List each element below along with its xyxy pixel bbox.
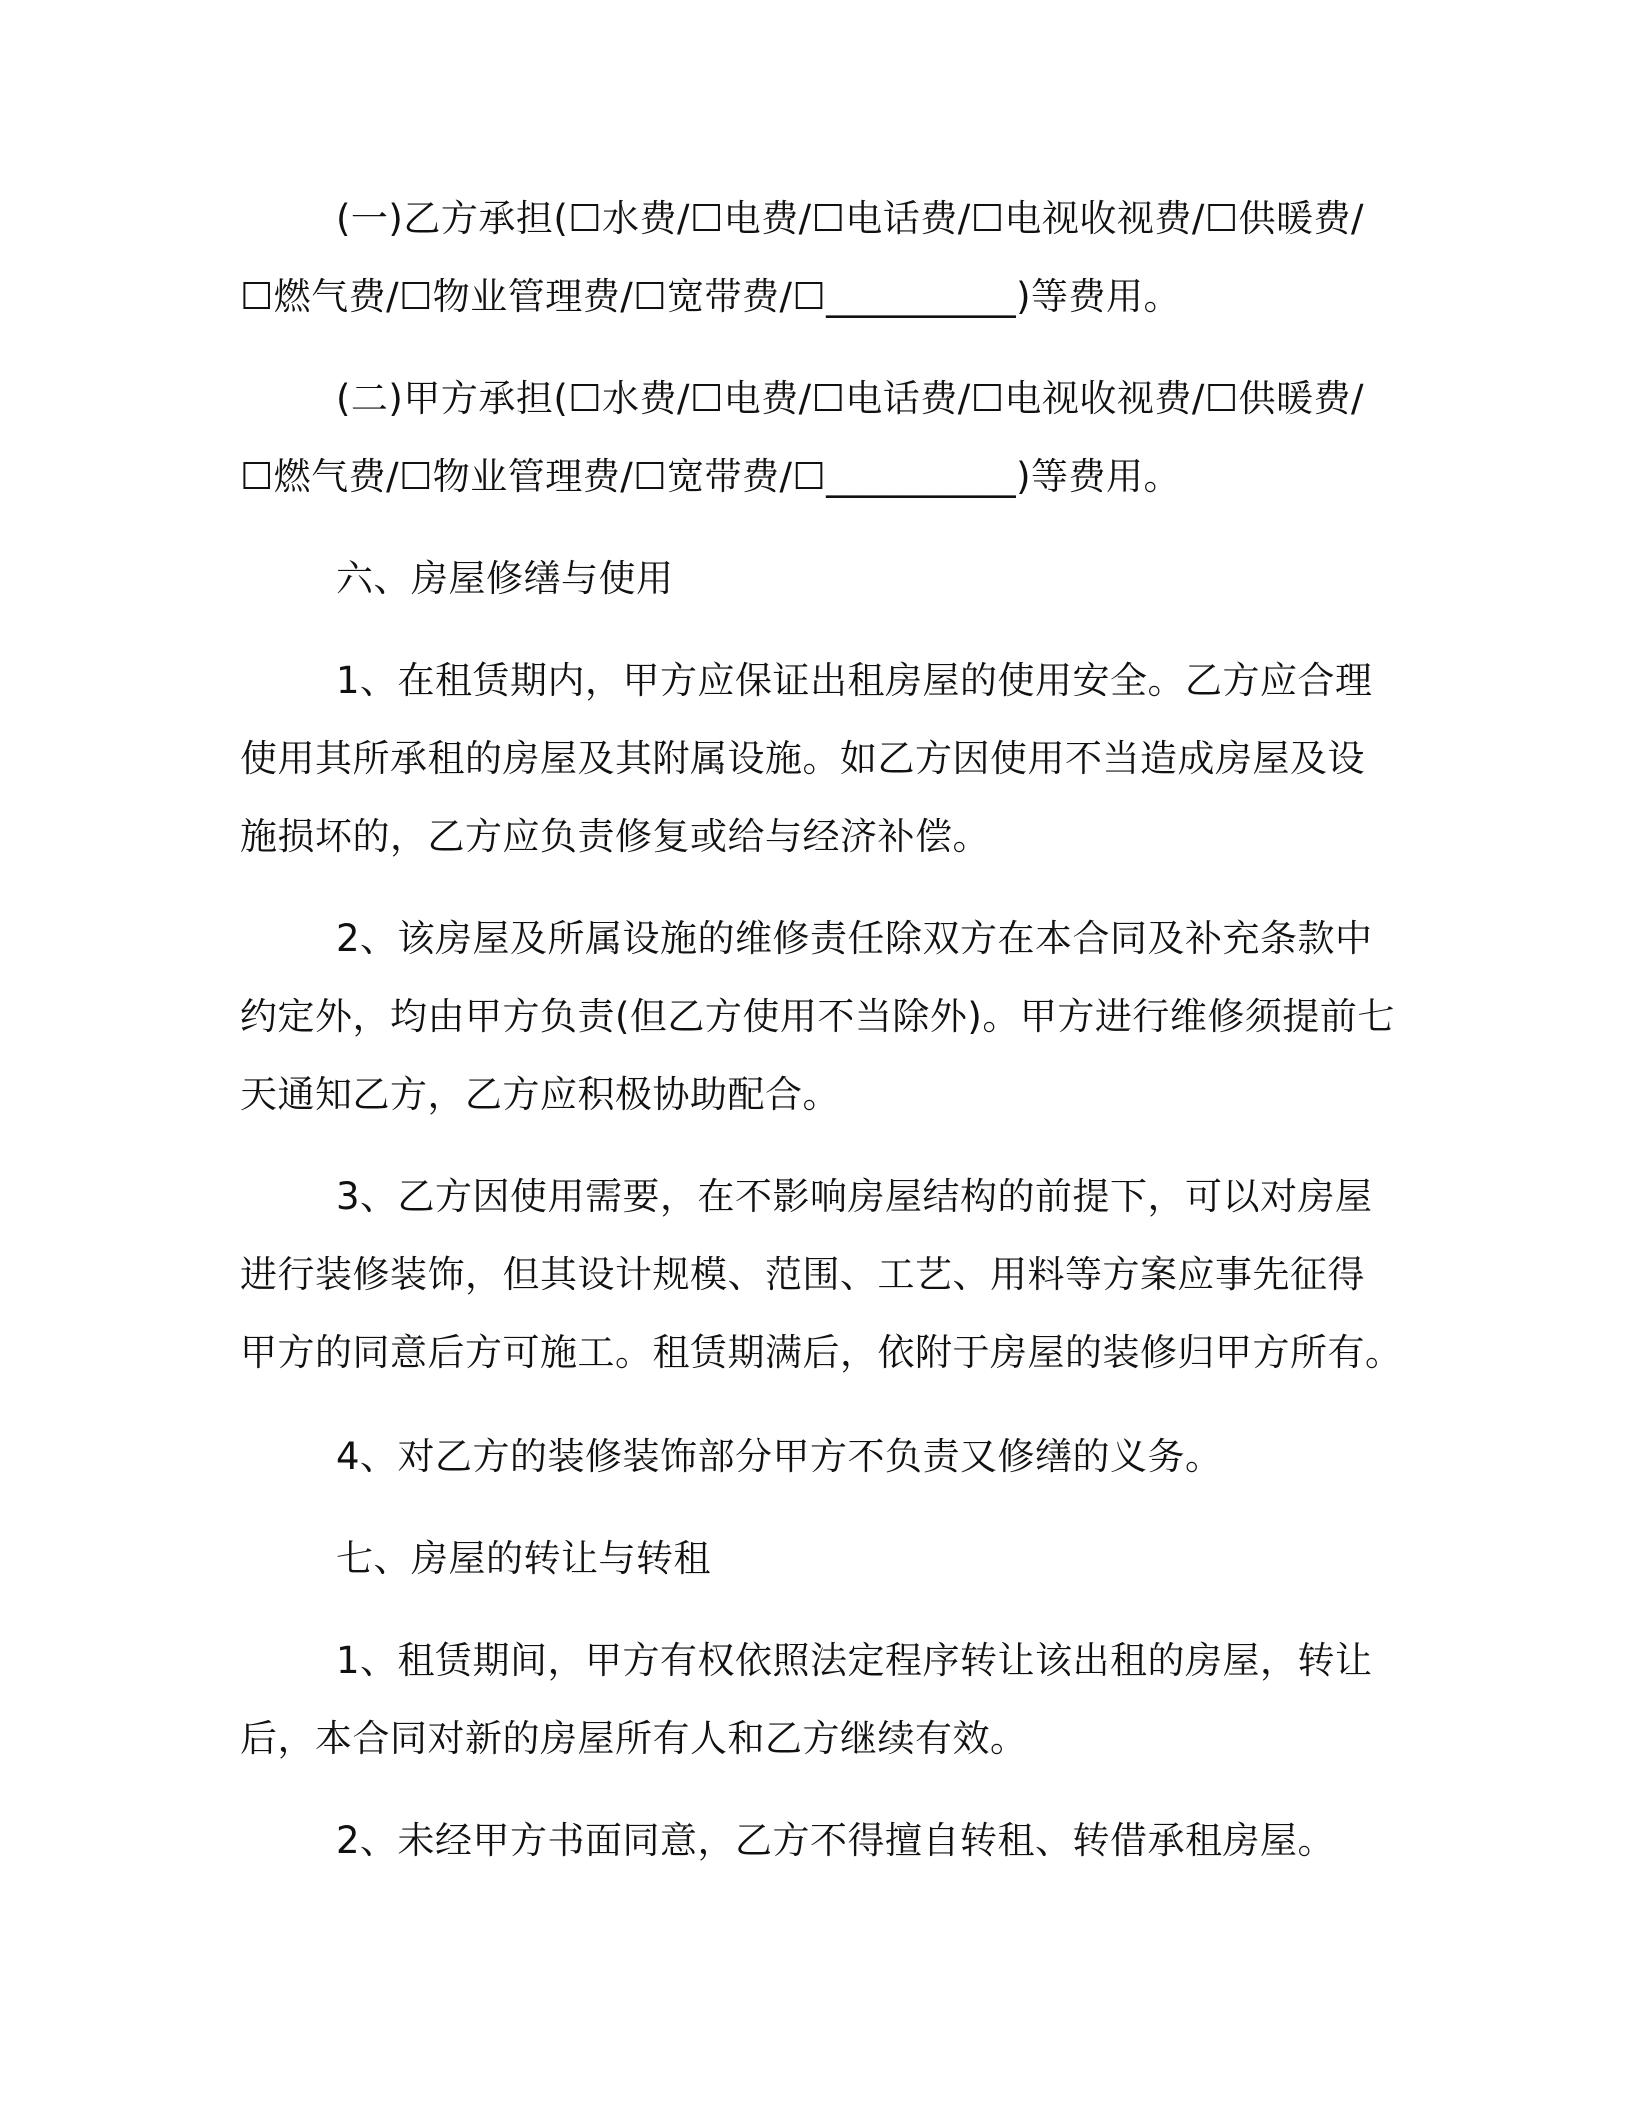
paragraph-line: 后，本合同对新的房屋所有人和乙方继续有效。: [240, 1717, 1028, 1760]
paragraph-line: 2、该房屋及所属设施的维修责任除双方在本合同及补充条款中: [336, 917, 1373, 960]
paragraph-repair-1: [240, 642, 1380, 876]
paragraph-line: ☐燃气费/☐物业管理费/☐宽带费/☐__________)等费用。: [240, 275, 1182, 318]
paragraph-line: ☐燃气费/☐物业管理费/☐宽带费/☐__________)等费用。: [240, 455, 1182, 498]
paragraph-line: 4、对乙方的装修装饰部分甲方不负责又修缮的义务。: [336, 1435, 1223, 1478]
paragraph-line: 1、在租赁期内，甲方应保证出租房屋的使用安全。乙方应合理: [336, 659, 1373, 702]
paragraph-tenant-fees: [240, 180, 1380, 336]
paragraph-repair-3: [240, 1158, 1403, 1392]
paragraph-line: 1、租赁期间，甲方有权依照法定程序转让该出租的房屋，转让: [336, 1639, 1373, 1682]
heading-text: 六、房屋修缮与使用: [336, 557, 674, 600]
paragraph-repair-4: [240, 1418, 1380, 1496]
paragraph-line: 甲方的同意后方可施工。租赁期满后，依附于房屋的装修归甲方所有。: [240, 1331, 1403, 1374]
paragraph-line: 使用其所承租的房屋及其附属设施。如乙方因使用不当造成房屋及设: [240, 737, 1365, 780]
paragraph-line: 3、乙方因使用需要，在不影响房屋结构的前提下，可以对房屋: [336, 1175, 1373, 1218]
section-heading-repair: [240, 540, 1380, 618]
paragraph-transfer-2: [240, 1802, 1380, 1880]
paragraph-line: 进行装修装饰，但其设计规模、范围、工艺、用料等方案应事先征得: [240, 1253, 1365, 1296]
paragraph-line: 天通知乙方，乙方应积极协助配合。: [240, 1073, 840, 1116]
paragraph-line: (二)甲方承担(☐水费/☐电费/☐电话费/☐电视收视费/☐供暖费/: [336, 377, 1364, 420]
paragraph-line: 施损坏的，乙方应负责修复或给与经济补偿。: [240, 815, 990, 858]
paragraph-landlord-fees: [240, 360, 1380, 516]
paragraph-repair-2: [240, 900, 1395, 1134]
paragraph-line: 2、未经甲方书面同意，乙方不得擅自转租、转借承租房屋。: [336, 1819, 1336, 1862]
paragraph-line: (一)乙方承担(☐水费/☐电费/☐电话费/☐电视收视费/☐供暖费/: [336, 197, 1364, 240]
paragraph-line: 约定外，均由甲方负责(但乙方使用不当除外)。甲方进行维修须提前七: [240, 995, 1395, 1038]
section-heading-transfer: [240, 1520, 1380, 1598]
paragraph-transfer-1: [240, 1622, 1380, 1778]
heading-text: 七、房屋的转让与转租: [336, 1537, 711, 1580]
